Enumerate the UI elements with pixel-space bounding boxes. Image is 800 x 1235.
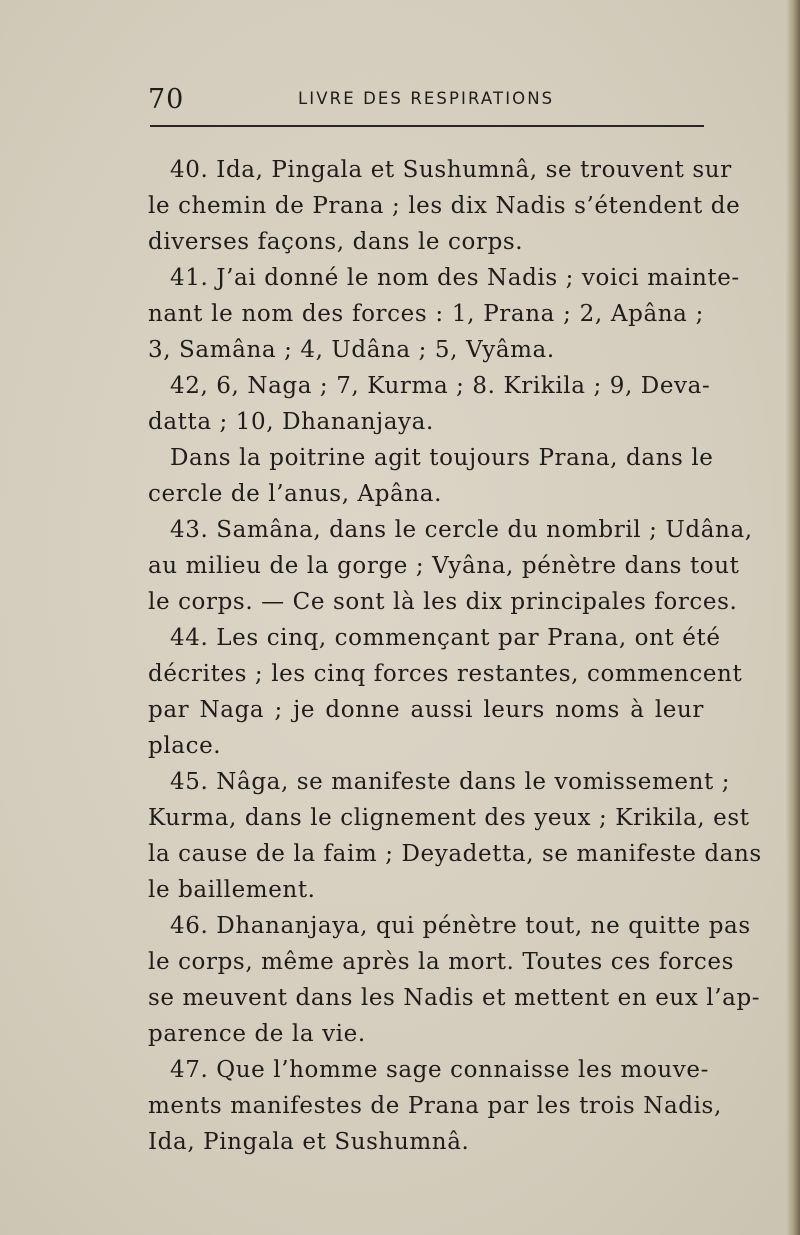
text-line: 41. J’ai donné le nom des Nadis ; voici mainte- (170, 265, 740, 291)
text-line: au milieu de la gorge ; Vyâna, pénètre dans tout (148, 553, 740, 579)
text-line: décrites ; les cinq forces restantes, commencent (148, 661, 743, 687)
body-text (148, 152, 762, 1160)
text-line: Ida, Pingala et Sushumnâ. (148, 1129, 470, 1155)
text-line: le baillement. (148, 877, 316, 903)
text-line: cercle de l’anus, Apâna. (148, 481, 443, 507)
text-line: 45. Nâga, se manifeste dans le vomissement ; (170, 769, 731, 795)
text-line: par Naga ; je donne aussi leurs noms à leur (148, 697, 704, 723)
text-line: 40. Ida, Pingala et Sushumnâ, se trouvent sur (170, 157, 732, 183)
running-title: LIVRE DES RESPIRATIONS (298, 89, 555, 108)
text-line: datta ; 10, Dhananjaya. (148, 409, 434, 435)
text-line: ments manifestes de Prana par les trois Nadis, (148, 1093, 722, 1119)
text-line: Dans la poitrine agit toujours Prana, dans le (170, 445, 714, 471)
text-line: se meuvent dans les Nadis et mettent en eux l’ap- (148, 985, 761, 1011)
text-line: diverses façons, dans le corps. (148, 229, 524, 255)
text-line: 43. Samâna, dans le cercle du nombril ; Udâna, (170, 517, 753, 543)
text-line: le corps. — Ce sont là les dix principales forces. (148, 589, 738, 615)
text-line: le chemin de Prana ; les dix Nadis s’étendent de (148, 193, 741, 219)
text-line: parence de la vie. (148, 1021, 366, 1047)
header-rule (150, 125, 704, 127)
text-line: 42, 6, Naga ; 7, Kurma ; 8. Krikila ; 9, Deva- (170, 373, 711, 399)
text-line: 44. Les cinq, commençant par Prana, ont été (170, 625, 721, 651)
text-line: Kurma, dans le clignement des yeux ; Krikila, est (148, 805, 750, 831)
text-line: nant le nom des forces : 1, Prana ; 2, Apâna ; (148, 301, 704, 327)
text-line: la cause de la faim ; Deyadetta, se manifeste dans (148, 841, 762, 867)
page-edge-shadow (786, 0, 800, 1235)
page-number: 70 (148, 84, 185, 115)
text-line: 46. Dhananjaya, qui pénètre tout, ne quitte pas (170, 913, 751, 939)
text-line: le corps, même après la mort. Toutes ces forces (148, 949, 734, 975)
page-header (148, 84, 704, 114)
text-line: 3, Samâna ; 4, Udâna ; 5, Vyâma. (148, 337, 555, 363)
text-line: place. (148, 733, 222, 759)
text-line: 47. Que l’homme sage connaisse les mouve- (170, 1057, 709, 1083)
